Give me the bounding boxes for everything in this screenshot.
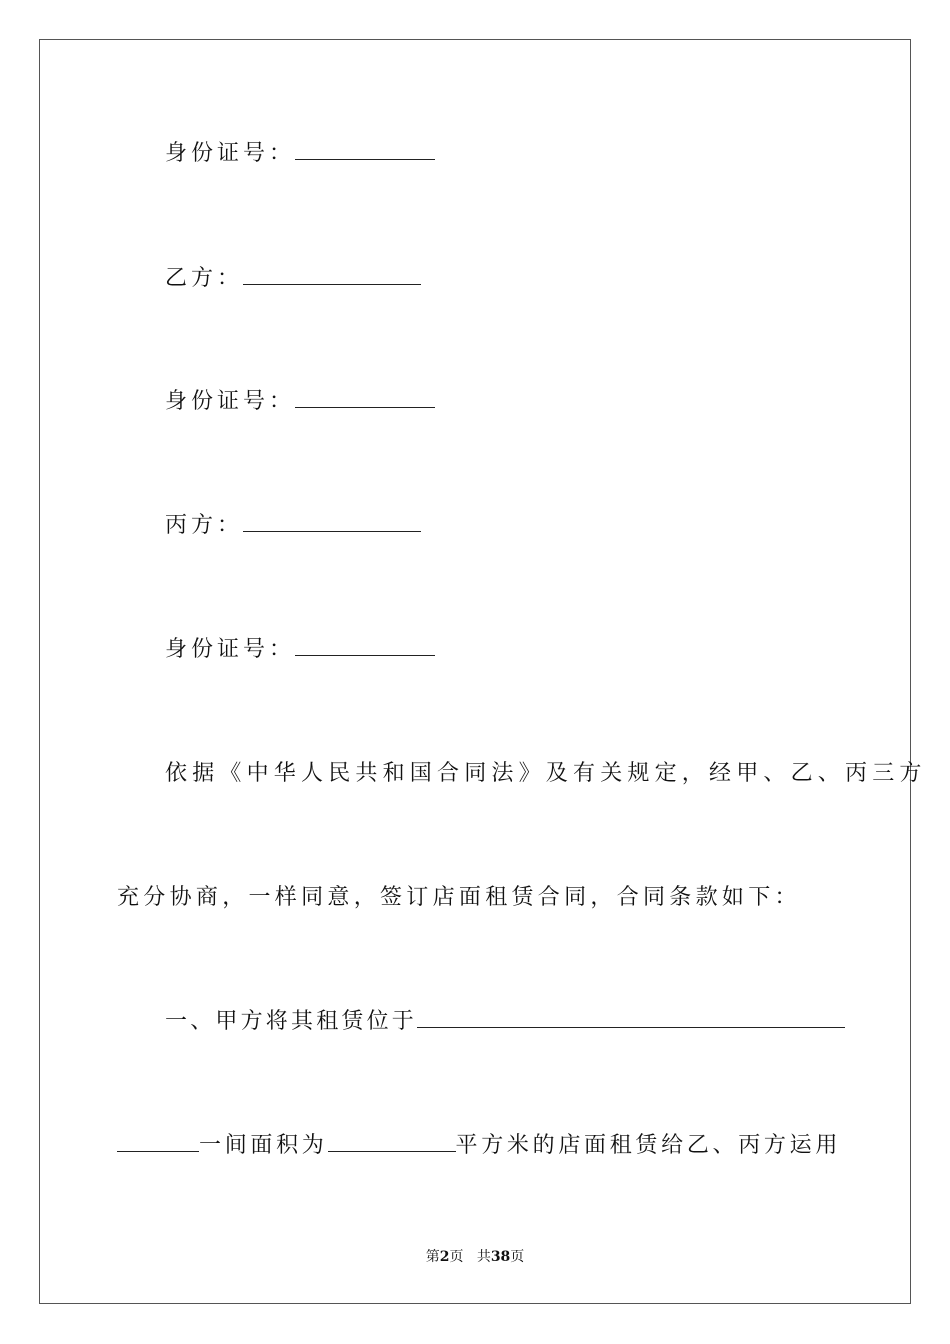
clause-text: 平方米的店面租赁给乙、丙方运用 <box>455 1133 842 1158</box>
party-c-blank[interactable] <box>243 513 421 532</box>
total-suffix: 页 <box>510 1249 525 1265</box>
total-prefix: 共 <box>476 1249 491 1265</box>
id-number-label: 身份证号： <box>165 389 296 414</box>
area-blank[interactable] <box>328 1133 456 1152</box>
total-pages: 38 <box>490 1249 511 1265</box>
id-number-label: 身份证号： <box>165 141 296 166</box>
page-prefix: 第 <box>425 1249 440 1265</box>
id-number-line-a <box>165 140 435 168</box>
party-c-label: 丙方： <box>165 513 244 538</box>
location-blank[interactable] <box>117 1133 199 1152</box>
clause-line <box>165 1008 845 1036</box>
paragraph-line: 依据《中华人民共和国合同法》及有关规定，经甲、乙、丙三方 <box>165 761 927 786</box>
page-frame <box>39 39 911 1304</box>
id-number-blank[interactable] <box>295 141 435 160</box>
party-b-blank[interactable] <box>243 266 421 285</box>
party-b-line <box>165 265 421 293</box>
id-number-blank[interactable] <box>295 389 435 408</box>
id-number-line-c <box>165 636 435 664</box>
location-blank[interactable] <box>417 1009 845 1028</box>
clause-text: 一、甲方将其租赁位于 <box>165 1009 418 1034</box>
page-footer <box>0 1248 950 1266</box>
clause-line <box>117 1132 841 1160</box>
id-number-line-b <box>165 388 435 416</box>
id-number-label: 身份证号： <box>165 637 296 662</box>
party-b-label: 乙方： <box>165 266 244 291</box>
id-number-blank[interactable] <box>295 637 435 656</box>
clause-text: 一间面积为 <box>199 1133 328 1158</box>
party-c-line <box>165 512 421 540</box>
paragraph-line: 充分协商，一样同意，签订店面租赁合同，合同条款如下： <box>117 885 801 910</box>
page-number: 2 <box>439 1249 450 1265</box>
page-suffix: 页 <box>449 1249 464 1265</box>
